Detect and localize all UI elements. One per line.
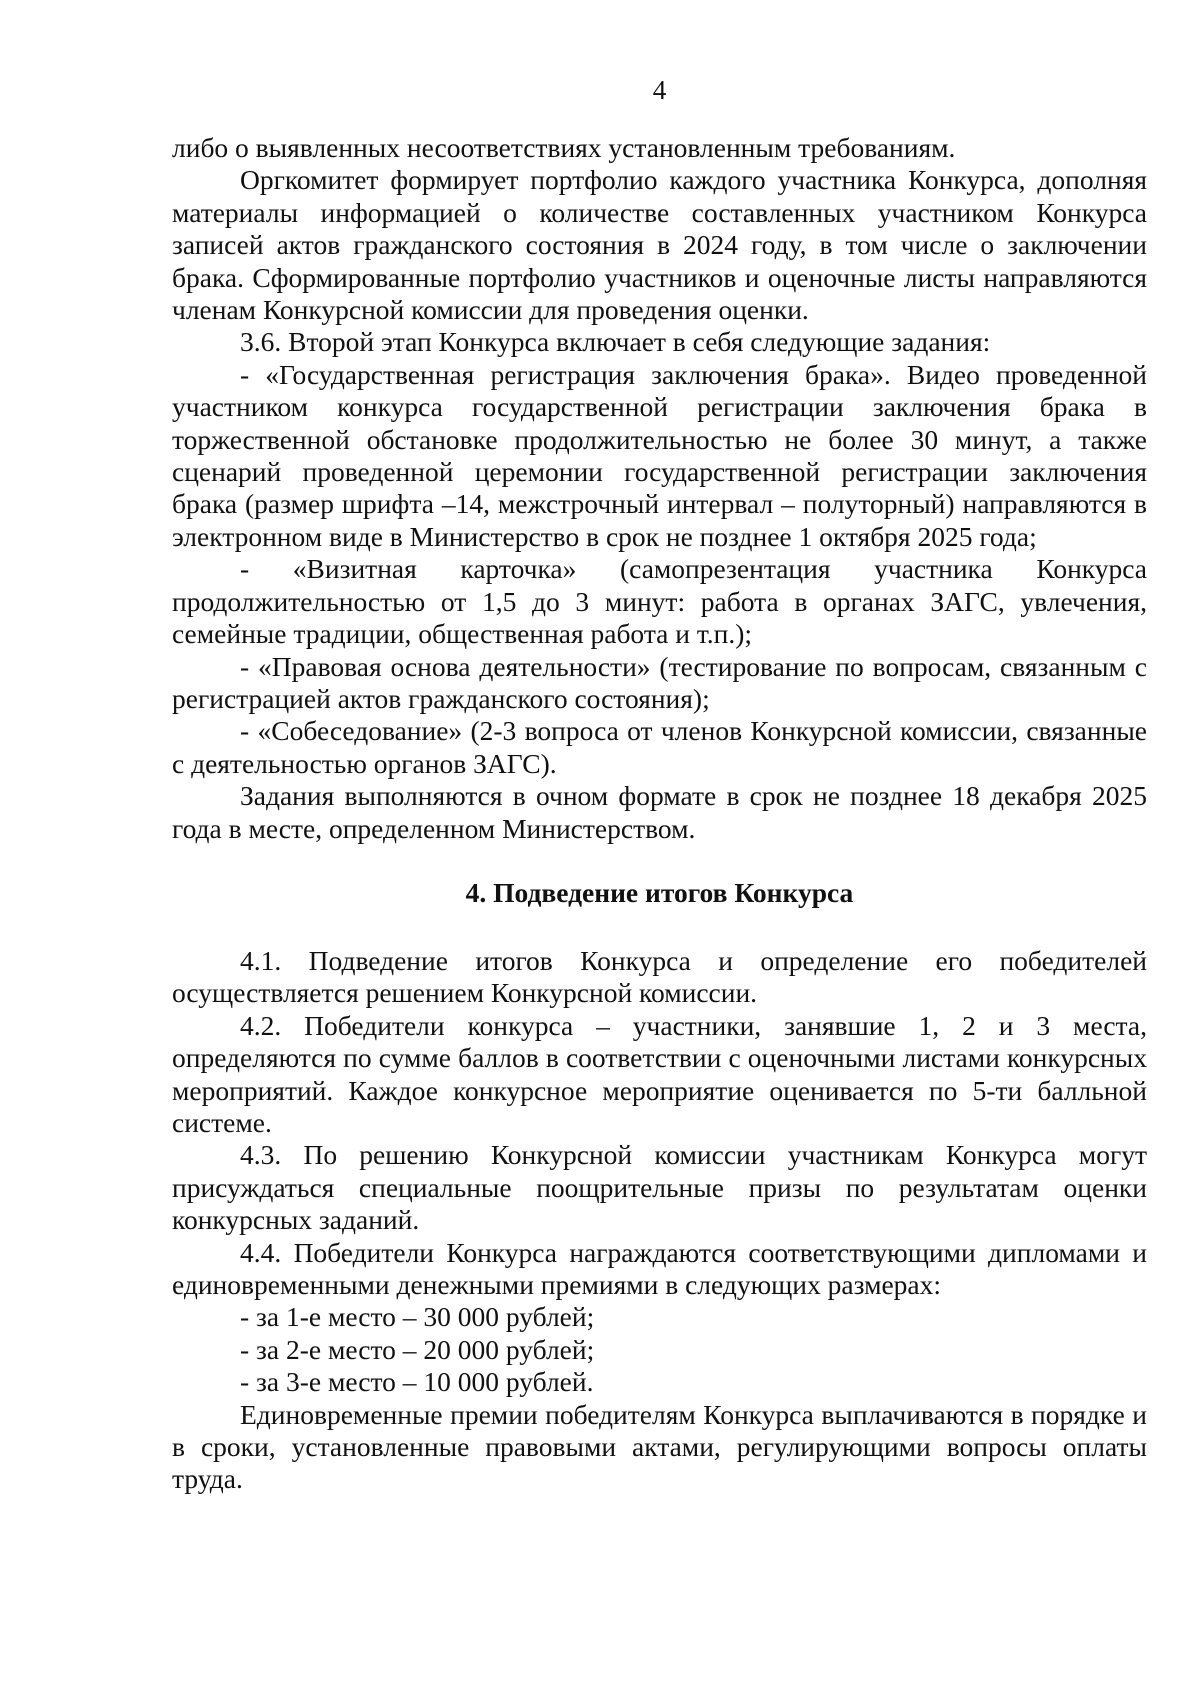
prize-second-place: - за 2-е место – 20 000 рублей;	[240, 1333, 595, 1365]
prize-first-place: - за 1-е место – 30 000 рублей;	[240, 1301, 595, 1333]
list-item-interview: - «Собеседование» (2-3 вопроса от членов Конкурсной комиссии, связанные с деятельностью органов ЗАГС).	[172, 715, 1147, 779]
list-item-marriage-registration: - «Государственная регистрация заключения брака». Видео проведенной участником конкурса государственной регистрации заключения брака в торжественной обстановке продолжительностью не более 30 минут, а также сценарий проведенной церемонии государственной регистрации заключения брака (размер шрифта –14, межстрочный интервал – полуторный) направляются в электронном виде в Министерство в срок не позднее 1 октября 2025 года;	[172, 358, 1147, 552]
paragraph-tasks-format: Задания выполняются в очном формате в срок не позднее 18 декабря 2025 года в месте, определенном Министерством.	[172, 780, 1147, 844]
prize-third-place: - за 3-е место – 10 000 рублей.	[240, 1366, 594, 1398]
list-item-business-card: - «Визитная карточка» (самопрезентация участника Конкурса продолжительностью от 1,5 до 3 минут: работа в органах ЗАГС, увлечения, семейные традиции, общественная работа и т.п.);	[172, 553, 1147, 650]
paragraph-4-4: 4.4. Победители Конкурса награждаются соответствующими дипломами и единовременными денежными премиями в следующих размерах:	[172, 1236, 1147, 1300]
section-heading-results: 4. Подведение итогов Конкурса	[465, 876, 854, 908]
paragraph-3-6: 3.6. Второй этап Конкурса включает в себя следующие задания:	[240, 326, 991, 358]
paragraph-continuation: либо о выявленных несоответствиях установленным требованиям.	[172, 132, 956, 163]
list-item-legal-basis: - «Правовая основа деятельности» (тестирование по вопросам, связанным с регистрацией актов гражданского состояния);	[172, 650, 1147, 714]
paragraph-payment-order: Единовременные премии победителям Конкурса выплачиваются в порядке и в сроки, установленные правовыми актами, регулирующими вопросы оплаты труда.	[172, 1398, 1147, 1495]
document-page	[172, 72, 1147, 1496]
paragraph-orgcommittee-portfolio: Оргкомитет формирует портфолио каждого участника Конкурса, дополняя материалы информацией о количестве составленных участником Конкурса записей актов гражданского состояния в 2024 году, в том числе о заключении брака. Сформированные портфолио участников и оценочные листы направляются членам Конкурсной комиссии для проведения оценки.	[172, 164, 1147, 326]
paragraph-4-1: 4.1. Подведение итогов Конкурса и определение его победителей осуществляется решением Конкурсной комиссии.	[172, 944, 1147, 1009]
page-number: 4	[652, 75, 667, 105]
paragraph-4-2: 4.2. Победители конкурса – участники, занявшие 1, 2 и 3 места, определяются по сумме баллов в соответствии с оценочными листами конкурсных мероприятий. Каждое конкурсное мероприятие оценивается по 5-ти балльной системе.	[172, 1009, 1147, 1138]
paragraph-4-3: 4.3. По решению Конкурсной комиссии участникам Конкурса могут присуждаться специальные поощрительные призы по результатам оценки конкурсных заданий.	[172, 1139, 1147, 1236]
